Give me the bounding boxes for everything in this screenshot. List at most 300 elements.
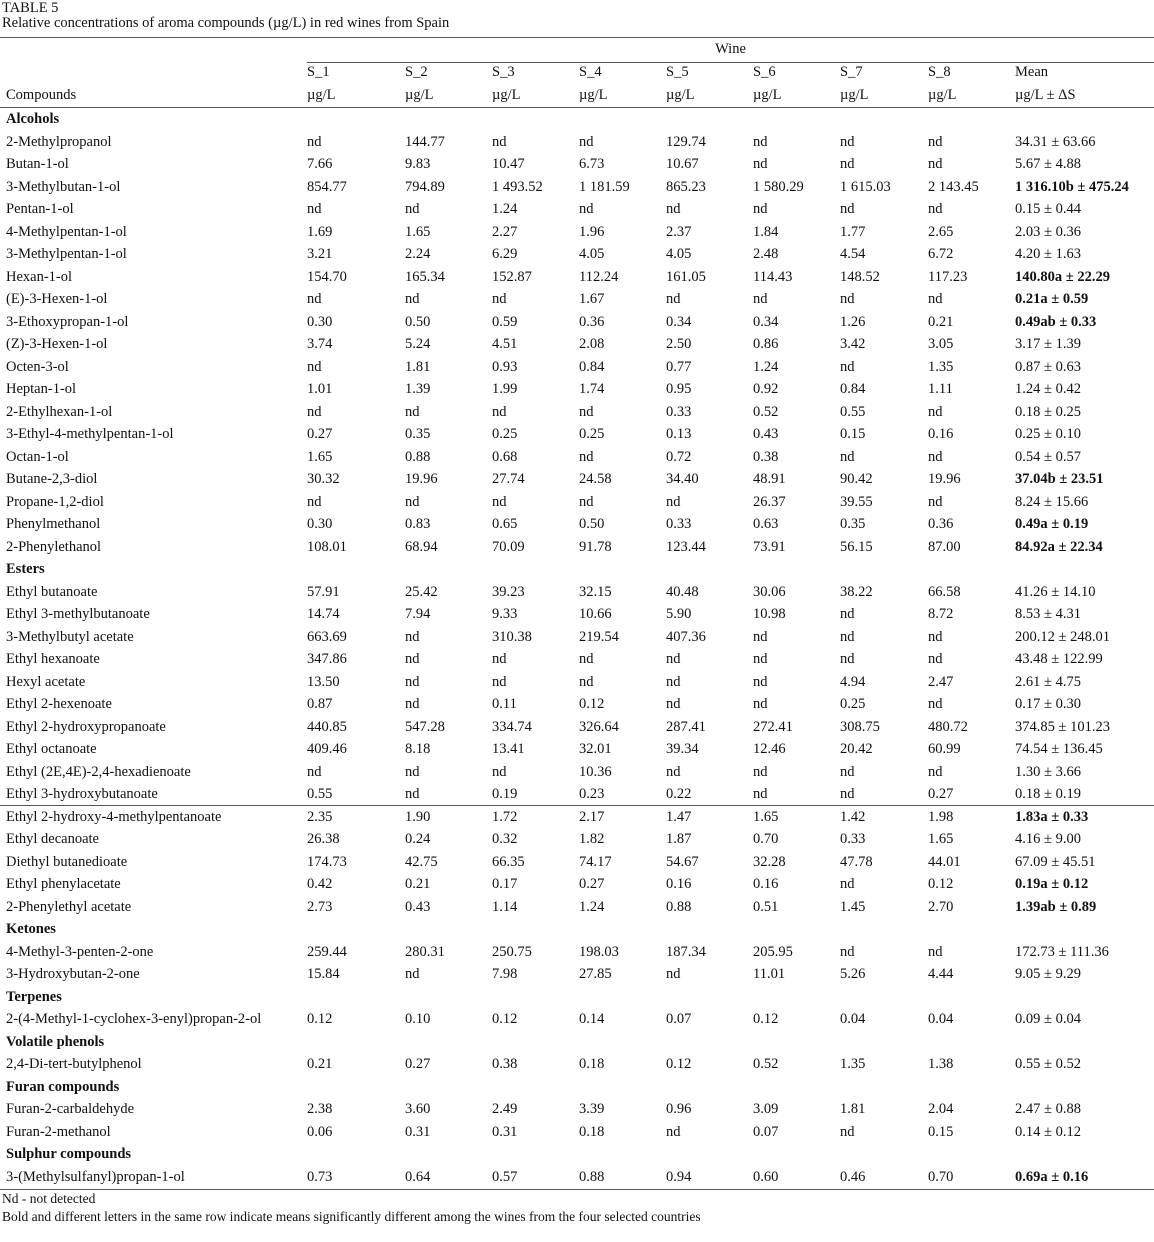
sample-value: 19.96 bbox=[405, 471, 438, 487]
sample-value: nd bbox=[928, 133, 943, 150]
table-row bbox=[0, 176, 1154, 199]
column-header-name: S_3 bbox=[492, 64, 515, 80]
sample-value: 1.65 bbox=[928, 831, 954, 847]
sample-value: 0.70 bbox=[753, 831, 779, 847]
compound-name: Phenylmethanol bbox=[6, 516, 101, 532]
sample-value: 70.09 bbox=[492, 538, 525, 555]
section-header bbox=[0, 1076, 1154, 1099]
sample-value: nd bbox=[753, 696, 768, 712]
table-row bbox=[0, 378, 1154, 401]
sample-value: 3.09 bbox=[753, 1101, 779, 1117]
sample-value: 1.81 bbox=[840, 1101, 866, 1117]
table-row bbox=[0, 851, 1154, 874]
sample-value: 123.44 bbox=[666, 538, 706, 555]
sample-value: 0.23 bbox=[579, 786, 605, 802]
sample-value: 1.65 bbox=[405, 223, 431, 240]
wine-group-header: Wine bbox=[715, 41, 746, 57]
sample-value: 0.64 bbox=[405, 1168, 431, 1185]
compound-name: Ethyl butanoate bbox=[6, 583, 98, 600]
bottom-rule bbox=[0, 1189, 1154, 1190]
compound-name: Ethyl decanoate bbox=[6, 831, 99, 847]
sample-value: 794.89 bbox=[405, 178, 445, 195]
sample-value: 3.05 bbox=[928, 336, 954, 352]
compound-name: 2,4-Di-tert-butylphenol bbox=[6, 1056, 142, 1072]
sample-value: 1.11 bbox=[928, 381, 953, 397]
mean-value: 67.09 ± 45.51 bbox=[1015, 853, 1096, 870]
sample-value: 2.73 bbox=[307, 898, 333, 915]
sample-value: 0.57 bbox=[492, 1168, 518, 1185]
sample-value: 0.36 bbox=[928, 516, 954, 532]
table-row bbox=[0, 513, 1154, 536]
compound-name: Butane-2,3-diol bbox=[6, 471, 98, 487]
mean-value: 140.80a ± 22.29 bbox=[1015, 268, 1110, 285]
sample-value: 0.30 bbox=[307, 516, 333, 532]
sample-value: 187.34 bbox=[666, 943, 706, 960]
table-row bbox=[0, 806, 1154, 829]
column-header-name: S_2 bbox=[405, 64, 428, 80]
compound-name: Ethyl 3-methylbutanoate bbox=[6, 606, 150, 622]
compound-name: 3-Methylbutan-1-ol bbox=[6, 178, 121, 195]
compound-name: (Z)-3-Hexen-1-ol bbox=[6, 336, 108, 352]
sample-value: 2.49 bbox=[492, 1101, 518, 1117]
sample-value: nd bbox=[840, 1123, 855, 1140]
sample-value: 2.08 bbox=[579, 336, 605, 352]
sample-value: 30.32 bbox=[307, 471, 340, 487]
mean-value: 200.12 ± 248.01 bbox=[1015, 628, 1110, 645]
sample-value: 6.29 bbox=[492, 246, 518, 262]
column-header-name: S_6 bbox=[753, 64, 776, 80]
sample-value: 0.86 bbox=[753, 336, 779, 352]
sample-value: 0.94 bbox=[666, 1168, 692, 1185]
compound-name: 3-Ethoxypropan-1-ol bbox=[6, 313, 129, 330]
section-header bbox=[0, 1143, 1154, 1166]
sample-value: 0.18 bbox=[579, 1123, 605, 1140]
sample-value: 1.26 bbox=[840, 313, 866, 330]
sample-value: nd bbox=[405, 493, 420, 510]
sample-value: 19.96 bbox=[928, 471, 961, 487]
sample-value: 1.74 bbox=[579, 381, 605, 397]
sample-value: 0.33 bbox=[840, 831, 866, 847]
mean-value: 0.25 ± 0.10 bbox=[1015, 426, 1081, 442]
compound-name: Ethyl 2-hydroxypropanoate bbox=[6, 718, 166, 735]
sample-value: 40.48 bbox=[666, 583, 699, 600]
compound-name: Ethyl hexanoate bbox=[6, 651, 100, 667]
sample-value: 0.52 bbox=[753, 1056, 779, 1072]
sample-value: 250.75 bbox=[492, 943, 532, 960]
sample-value: 0.88 bbox=[405, 448, 431, 465]
mean-value: 0.09 ± 0.04 bbox=[1015, 1011, 1081, 1027]
sample-value: 0.43 bbox=[753, 426, 779, 442]
column-header-unit: µg/L bbox=[405, 87, 434, 103]
sample-value: 74.17 bbox=[579, 853, 612, 870]
section-header bbox=[0, 918, 1154, 941]
sample-value: 1.84 bbox=[753, 223, 779, 240]
sample-value: nd bbox=[753, 291, 768, 307]
sample-value: nd bbox=[840, 358, 855, 375]
sample-value: 0.22 bbox=[666, 786, 692, 802]
compound-name: Ethyl 2-hexenoate bbox=[6, 696, 112, 712]
sample-value: 42.75 bbox=[405, 853, 438, 870]
sample-value: 0.65 bbox=[492, 516, 518, 532]
sample-value: nd bbox=[840, 786, 855, 802]
sample-value: 15.84 bbox=[307, 966, 340, 982]
sample-value: 27.85 bbox=[579, 966, 612, 982]
sample-value: nd bbox=[579, 448, 594, 465]
mean-value: 0.21a ± 0.59 bbox=[1015, 291, 1089, 307]
sample-value: 1.14 bbox=[492, 898, 518, 915]
sample-value: 2.35 bbox=[307, 808, 333, 825]
sample-value: 409.46 bbox=[307, 741, 347, 757]
table-label: TABLE 5 bbox=[2, 0, 59, 16]
sample-value: nd bbox=[492, 651, 507, 667]
compound-name: 2-(4-Methyl-1-cyclohex-3-enyl)propan-2-ol bbox=[6, 1011, 262, 1027]
mean-value: 0.54 ± 0.57 bbox=[1015, 448, 1081, 465]
sample-value: nd bbox=[579, 493, 594, 510]
compound-name: Furan-2-methanol bbox=[6, 1123, 111, 1140]
sample-value: 0.25 bbox=[579, 426, 605, 442]
sample-value: 148.52 bbox=[840, 268, 880, 285]
section-header bbox=[0, 986, 1154, 1009]
sample-value: 6.72 bbox=[928, 246, 954, 262]
sample-value: 0.43 bbox=[405, 898, 431, 915]
footnote: Nd - not detected bbox=[2, 1191, 96, 1206]
sample-value: 0.95 bbox=[666, 381, 692, 397]
sample-value: 154.70 bbox=[307, 268, 347, 285]
table-row bbox=[0, 963, 1154, 986]
sample-value: 0.93 bbox=[492, 358, 518, 375]
sample-value: 0.38 bbox=[492, 1056, 518, 1072]
sample-value: 480.72 bbox=[928, 718, 968, 735]
sample-value: nd bbox=[492, 673, 507, 690]
sample-value: 1 493.52 bbox=[492, 178, 543, 195]
sample-value: nd bbox=[405, 696, 420, 712]
sample-value: nd bbox=[840, 291, 855, 307]
sample-value: 440.85 bbox=[307, 718, 347, 735]
table-row bbox=[0, 603, 1154, 626]
sample-value: 0.07 bbox=[753, 1123, 779, 1140]
sample-value: 0.83 bbox=[405, 516, 431, 532]
sample-value: 1 580.29 bbox=[753, 178, 804, 195]
table-row bbox=[0, 1098, 1154, 1121]
sample-value: 0.50 bbox=[405, 313, 431, 330]
sample-value: nd bbox=[840, 606, 855, 622]
table-row bbox=[0, 1053, 1154, 1076]
sample-value: 0.59 bbox=[492, 313, 518, 330]
compound-name: 4-Methylpentan-1-ol bbox=[6, 223, 127, 240]
mean-value: 0.87 ± 0.63 bbox=[1015, 358, 1081, 375]
compound-name: Ethyl octanoate bbox=[6, 741, 97, 757]
sample-value: 310.38 bbox=[492, 628, 532, 645]
sample-value: 54.67 bbox=[666, 853, 699, 870]
sample-value: nd bbox=[928, 696, 943, 712]
table-row bbox=[0, 536, 1154, 559]
sample-value: 47.78 bbox=[840, 853, 873, 870]
sample-value: 0.12 bbox=[753, 1011, 779, 1027]
sample-value: nd bbox=[840, 763, 855, 780]
table-row bbox=[0, 288, 1154, 311]
sample-value: nd bbox=[753, 628, 768, 645]
table-row bbox=[0, 1008, 1154, 1031]
table-row bbox=[0, 941, 1154, 964]
sample-value: 0.10 bbox=[405, 1011, 431, 1027]
sample-value: 7.98 bbox=[492, 966, 518, 982]
sample-value: 0.17 bbox=[492, 876, 518, 892]
sample-value: nd bbox=[492, 763, 507, 780]
sample-value: 2.50 bbox=[666, 336, 692, 352]
sample-value: 0.77 bbox=[666, 358, 692, 375]
sample-value: nd bbox=[666, 201, 681, 217]
sample-value: 32.01 bbox=[579, 741, 612, 757]
sample-value: 1.72 bbox=[492, 808, 518, 825]
mean-value: 9.05 ± 9.29 bbox=[1015, 966, 1081, 982]
sample-value: 0.55 bbox=[307, 786, 333, 802]
mean-value: 0.15 ± 0.44 bbox=[1015, 201, 1081, 217]
sample-value: 2.17 bbox=[579, 808, 605, 825]
sample-value: 0.84 bbox=[840, 381, 866, 397]
mean-value: 4.16 ± 9.00 bbox=[1015, 831, 1081, 847]
compound-name: 2-Methylpropanol bbox=[6, 133, 112, 150]
sample-value: 117.23 bbox=[928, 268, 968, 285]
table-row bbox=[0, 626, 1154, 649]
sample-value: 1.90 bbox=[405, 808, 431, 825]
sample-value: 865.23 bbox=[666, 178, 706, 195]
sample-value: 0.27 bbox=[579, 876, 605, 892]
sample-value: 547.28 bbox=[405, 718, 445, 735]
sample-value: 0.12 bbox=[928, 876, 954, 892]
sample-value: 73.91 bbox=[753, 538, 786, 555]
sample-value: nd bbox=[928, 628, 943, 645]
column-header-unit: µg/L bbox=[492, 87, 521, 103]
sample-value: 1.77 bbox=[840, 223, 866, 240]
sample-value: nd bbox=[405, 966, 420, 982]
sample-value: 114.43 bbox=[753, 268, 793, 285]
mean-value: 41.26 ± 14.10 bbox=[1015, 583, 1096, 600]
section-title: Esters bbox=[6, 561, 45, 577]
compound-name: Pentan-1-ol bbox=[6, 201, 74, 217]
sample-value: nd bbox=[753, 763, 768, 780]
sample-value: nd bbox=[753, 156, 768, 172]
sample-value: 0.04 bbox=[840, 1011, 866, 1027]
sample-value: nd bbox=[666, 696, 681, 712]
column-header-name: S_4 bbox=[579, 64, 602, 80]
sample-value: nd bbox=[579, 201, 594, 217]
sample-value: 174.73 bbox=[307, 853, 347, 870]
sample-value: 34.40 bbox=[666, 471, 699, 487]
mean-value: 0.18 ± 0.19 bbox=[1015, 786, 1081, 802]
sample-value: 165.34 bbox=[405, 268, 445, 285]
sample-value: nd bbox=[753, 786, 768, 802]
mean-value: 1 316.10b ± 475.24 bbox=[1015, 178, 1129, 195]
sample-value: 1.35 bbox=[928, 358, 954, 375]
sample-value: 32.15 bbox=[579, 583, 612, 600]
sample-value: nd bbox=[753, 651, 768, 667]
sample-value: nd bbox=[666, 763, 681, 780]
sample-value: 0.96 bbox=[666, 1101, 692, 1117]
sample-value: 3.21 bbox=[307, 246, 333, 262]
mean-value: 2.03 ± 0.36 bbox=[1015, 223, 1081, 240]
sample-value: 2.47 bbox=[928, 673, 954, 690]
sample-value: 0.14 bbox=[579, 1011, 605, 1027]
mean-value: 43.48 ± 122.99 bbox=[1015, 651, 1103, 667]
sample-value: 10.36 bbox=[579, 763, 612, 780]
sample-value: nd bbox=[307, 358, 322, 375]
sample-value: 0.13 bbox=[666, 426, 692, 442]
column-header-unit: µg/L bbox=[666, 87, 695, 103]
table-row bbox=[0, 1166, 1154, 1189]
sample-value: 129.74 bbox=[666, 133, 706, 150]
table-row bbox=[0, 446, 1154, 469]
table-row bbox=[0, 221, 1154, 244]
sample-value: 1 615.03 bbox=[840, 178, 891, 195]
compound-name: Propane-1,2-diol bbox=[6, 493, 104, 510]
mean-value: 374.85 ± 101.23 bbox=[1015, 718, 1110, 735]
table-row bbox=[0, 401, 1154, 424]
compound-name: Ethyl 2-hydroxy-4-methylpentanoate bbox=[6, 808, 222, 825]
sample-value: 4.51 bbox=[492, 336, 518, 352]
sample-value: nd bbox=[753, 673, 768, 690]
compound-name: Heptan-1-ol bbox=[6, 381, 77, 397]
sample-value: 4.05 bbox=[579, 246, 605, 262]
column-header-unit: µg/L bbox=[307, 87, 336, 103]
sample-value: 1.82 bbox=[579, 831, 605, 847]
sample-value: 1.65 bbox=[307, 448, 333, 465]
table-row bbox=[0, 266, 1154, 289]
sample-value: 26.38 bbox=[307, 831, 340, 847]
sample-value: 0.34 bbox=[666, 313, 692, 330]
sample-value: 0.27 bbox=[405, 1056, 431, 1072]
sample-value: nd bbox=[492, 493, 507, 510]
sample-value: nd bbox=[840, 943, 855, 960]
sample-value: 27.74 bbox=[492, 471, 525, 487]
sample-value: nd bbox=[579, 651, 594, 667]
table-row bbox=[0, 896, 1154, 919]
sample-value: 0.06 bbox=[307, 1123, 333, 1140]
sample-value: 0.92 bbox=[753, 381, 779, 397]
sample-value: 0.84 bbox=[579, 358, 605, 375]
sample-value: 3.74 bbox=[307, 336, 333, 352]
table-row bbox=[0, 671, 1154, 694]
sample-value: 0.35 bbox=[405, 426, 431, 442]
sample-value: 0.35 bbox=[840, 516, 866, 532]
section-title: Terpenes bbox=[6, 988, 62, 1005]
sample-value: 0.15 bbox=[928, 1123, 954, 1140]
mean-value: 1.30 ± 3.66 bbox=[1015, 763, 1081, 780]
sample-value: 11.01 bbox=[753, 966, 786, 982]
sample-value: nd bbox=[840, 876, 855, 892]
compound-name: 2-Phenylethyl acetate bbox=[6, 898, 132, 915]
sample-value: nd bbox=[840, 201, 855, 217]
sample-value: 219.54 bbox=[579, 628, 619, 645]
sample-value: 1.24 bbox=[753, 358, 779, 375]
mean-value: 0.14 ± 0.12 bbox=[1015, 1123, 1081, 1140]
table-row bbox=[0, 491, 1154, 514]
sample-value: 161.05 bbox=[666, 268, 706, 285]
compound-name: 3-Hydroxybutan-2-one bbox=[6, 966, 140, 982]
sample-value: 1.98 bbox=[928, 808, 954, 825]
mean-value: 3.17 ± 1.39 bbox=[1015, 336, 1081, 352]
sample-value: nd bbox=[753, 133, 768, 150]
mean-value: 4.20 ± 1.63 bbox=[1015, 246, 1081, 262]
sample-value: nd bbox=[928, 943, 943, 960]
sample-value: 9.83 bbox=[405, 156, 431, 172]
sample-value: 0.32 bbox=[492, 831, 518, 847]
sample-value: 24.58 bbox=[579, 471, 612, 487]
sample-value: 1.01 bbox=[307, 381, 333, 397]
sample-value: nd bbox=[666, 291, 681, 307]
sample-value: 108.01 bbox=[307, 538, 347, 555]
sample-value: nd bbox=[666, 651, 681, 667]
table-row bbox=[0, 783, 1154, 806]
compound-name: 3-Methylbutyl acetate bbox=[6, 628, 134, 645]
sample-value: 1.35 bbox=[840, 1056, 866, 1072]
sample-value: nd bbox=[840, 651, 855, 667]
sample-value: 0.15 bbox=[840, 426, 866, 442]
sample-value: nd bbox=[928, 403, 943, 420]
compound-name: Diethyl butanedioate bbox=[6, 853, 128, 870]
sample-value: nd bbox=[928, 763, 943, 780]
sample-value: 1.65 bbox=[753, 808, 779, 825]
column-header-unit: µg/L bbox=[753, 87, 782, 103]
sample-value: 87.00 bbox=[928, 538, 961, 555]
compound-name: Octen-3-ol bbox=[6, 358, 69, 375]
mean-value: 172.73 ± 111.36 bbox=[1015, 943, 1109, 960]
sample-value: nd bbox=[840, 448, 855, 465]
sample-value: 0.31 bbox=[492, 1123, 518, 1140]
section-title: Furan compounds bbox=[6, 1078, 120, 1095]
column-header-unit: µg/L bbox=[928, 87, 957, 103]
sample-value: 287.41 bbox=[666, 718, 706, 735]
sample-value: nd bbox=[840, 628, 855, 645]
compound-name: Hexan-1-ol bbox=[6, 268, 73, 285]
sample-value: 112.24 bbox=[579, 268, 619, 285]
sample-value: 5.24 bbox=[405, 336, 431, 352]
sample-value: nd bbox=[405, 628, 420, 645]
sample-value: 8.72 bbox=[928, 606, 954, 622]
sample-value: 407.36 bbox=[666, 628, 706, 645]
sample-value: 39.34 bbox=[666, 741, 699, 757]
sample-value: 0.21 bbox=[928, 313, 954, 330]
sample-value: 0.36 bbox=[579, 313, 605, 330]
table-row bbox=[0, 693, 1154, 716]
sample-value: 57.91 bbox=[307, 583, 340, 600]
sample-value: nd bbox=[307, 201, 322, 217]
sample-value: 0.52 bbox=[753, 403, 779, 420]
sample-value: 0.16 bbox=[753, 876, 779, 892]
sample-value: 2.37 bbox=[666, 223, 692, 240]
sample-value: nd bbox=[840, 133, 855, 150]
sample-value: 4.54 bbox=[840, 246, 866, 262]
sample-value: 0.73 bbox=[307, 1168, 333, 1185]
mean-value: 84.92a ± 22.34 bbox=[1015, 538, 1103, 555]
compound-name: Ethyl phenylacetate bbox=[6, 876, 121, 892]
table-row bbox=[0, 423, 1154, 446]
sample-value: nd bbox=[405, 403, 420, 420]
sample-value: nd bbox=[307, 763, 322, 780]
sample-value: 280.31 bbox=[405, 943, 445, 960]
section-header bbox=[0, 108, 1154, 131]
mean-value: 0.19a ± 0.12 bbox=[1015, 876, 1089, 892]
sample-value: 4.44 bbox=[928, 966, 954, 982]
sample-value: nd bbox=[666, 493, 681, 510]
sample-value: nd bbox=[307, 291, 322, 307]
column-header-unit: µg/L bbox=[840, 87, 869, 103]
mean-value: 1.24 ± 0.42 bbox=[1015, 381, 1081, 397]
sample-value: 0.12 bbox=[307, 1011, 333, 1027]
table-row bbox=[0, 716, 1154, 739]
sample-value: 39.55 bbox=[840, 493, 873, 510]
sample-value: 0.88 bbox=[666, 898, 692, 915]
sample-value: 38.22 bbox=[840, 583, 873, 600]
